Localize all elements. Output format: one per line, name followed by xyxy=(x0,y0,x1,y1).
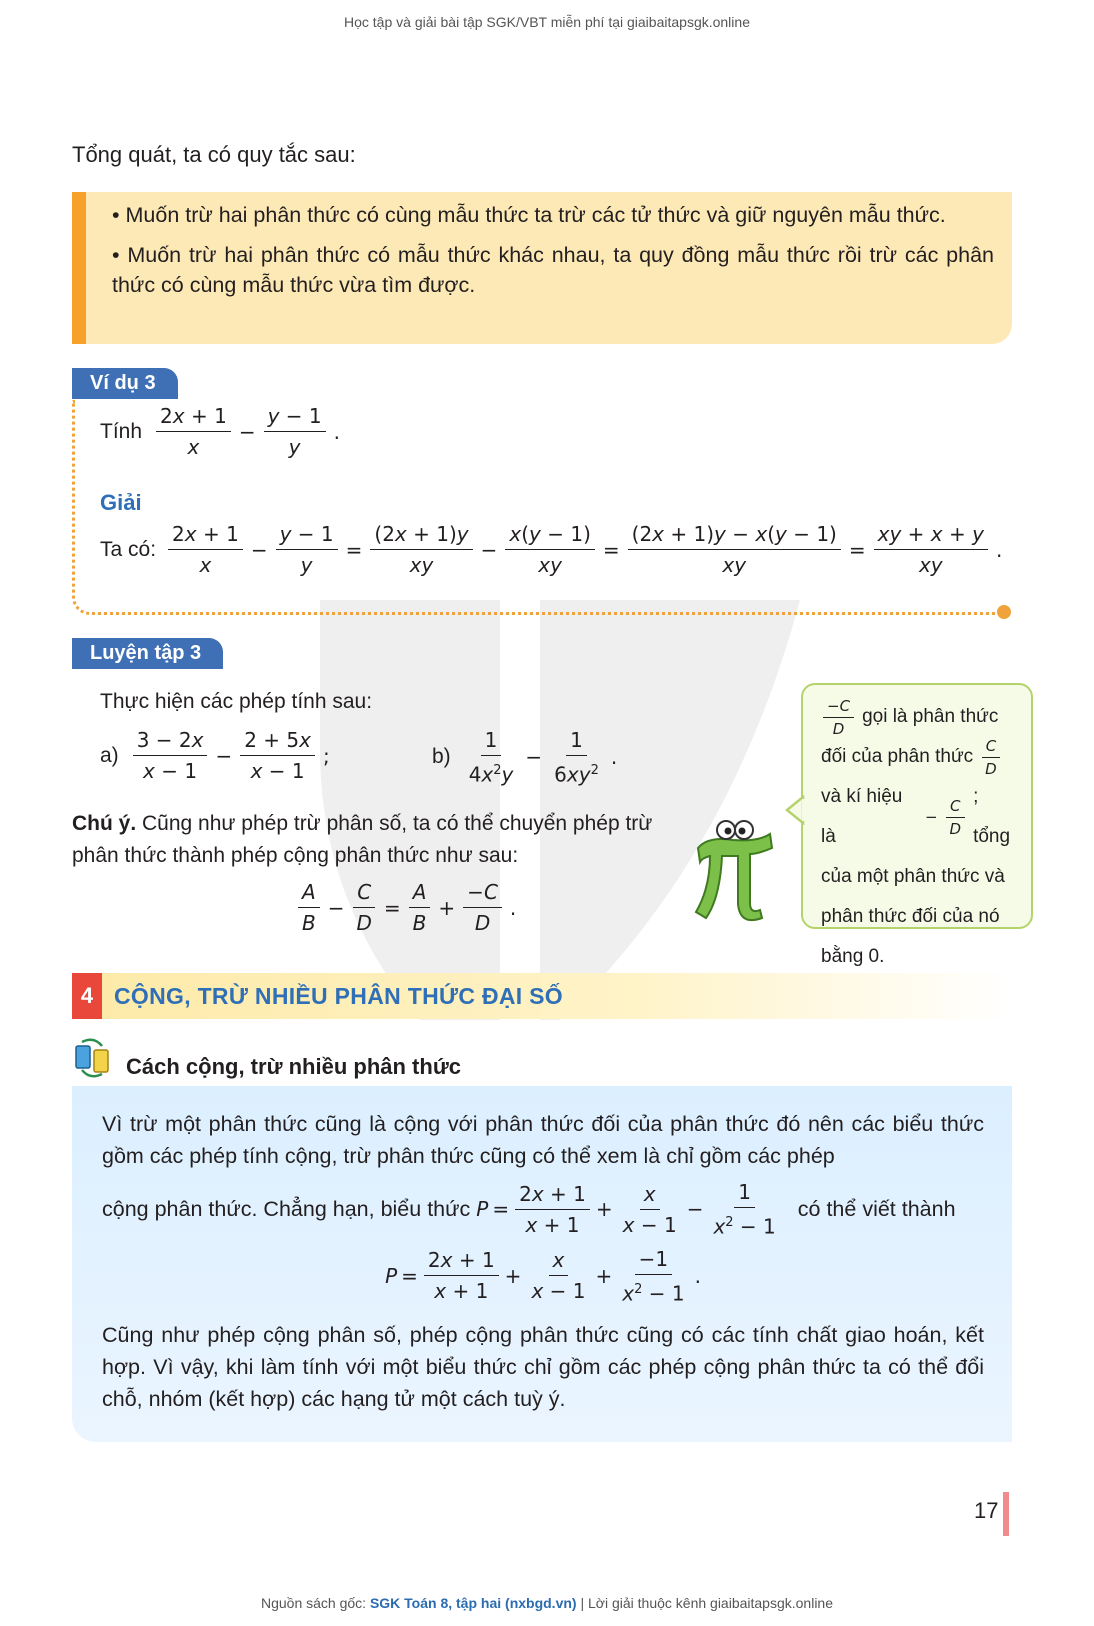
practice-a: a) $\frac{3 - 2x}{x - 1}$ − $\frac{2 + 5x}{x - 1}$ ; xyxy=(100,728,330,783)
callout-pointer xyxy=(785,795,805,825)
section-title: CỘNG, TRỪ NHIỀU PHÂN THỨC ĐẠI SỐ xyxy=(114,983,563,1009)
section-number: 4 xyxy=(72,973,102,1019)
note-title: Chú ý. xyxy=(72,812,137,835)
practice-tag: Luyện tập 3 xyxy=(72,638,223,669)
footer-note: Nguồn sách gốc: SGK Toán 8, tập hai (nxbgd.vn) | Lời giải thuộc kênh giaibaitapsgk.online xyxy=(260,1595,834,1611)
page-number-bar xyxy=(1003,1492,1009,1536)
note-block xyxy=(72,808,692,872)
howto-title: Cách cộng, trừ nhiều phân thức xyxy=(126,1054,461,1079)
intro-text: Tổng quát, ta có quy tắc sau: xyxy=(72,142,356,167)
callout-box: $\frac{-C}{D}$ gọi là phân thức đối của phân thức $\frac{C}{D}$ và kí hiệu là − $\frac{C}{D}$ ; tổng của một phân thức và phân thức đối của nó bằng 0. xyxy=(801,683,1033,929)
note-formula: $\frac{A}{B}$ − $\frac{C}{D}$ = $\frac{A}{B}$ + $\frac{-C}{D}$ . xyxy=(296,880,516,935)
example-end-dot xyxy=(997,605,1011,619)
example-tag: Ví dụ 3 xyxy=(72,368,178,399)
example-problem: Tính $\frac{2x + 1}{x}$ − $\frac{y - 1}{y}$ . xyxy=(100,404,340,459)
rule-box xyxy=(72,192,1012,344)
rule-item: • Muốn trừ hai phân thức có cùng mẫu thức ta trừ các tử thức và giữ nguyên mẫu thức. xyxy=(112,203,946,227)
pi-mascot-icon xyxy=(688,818,778,928)
example-solution: Ta có: $\frac{2x + 1}{x}$ − $\frac{y - 1}{y}$ = $\frac{(2x + 1)y}{xy}$ − $\frac{x(y - 1)}{xy}$ = $\frac{(2x + 1)y - x(y - 1)}{xy}$ = $\frac{xy + x + y}{xy}$ . xyxy=(100,522,1003,577)
howto-paragraph: Vì trừ một phân thức cũng là cộng với phân thức đối của phân thức đó nên các biểu thức gồm các phép tính cộng, trừ phân thức cũng có thể xem là chỉ gồm các phép xyxy=(102,1112,984,1168)
solution-prefix: Ta có: xyxy=(100,537,157,561)
fraction: $\frac{y - 1}{y}$ xyxy=(264,404,326,459)
fraction: $\frac{2x + 1}{x}$ xyxy=(156,404,231,459)
expression-p-rewritten: P = $\frac{2x + 1}{x + 1}$ + $\frac{x}{x - 1}$ + $\frac{-1}{x^2 - 1}$ . xyxy=(385,1246,701,1306)
rule-item: • Muốn trừ hai phân thức có mẫu thức khác nhau, ta quy đồng mẫu thức rồi trừ các phân thức có cùng mẫu thức vừa tìm được. xyxy=(112,243,994,297)
example-prompt: Tính xyxy=(100,419,143,443)
howto-paragraph: Cũng như phép cộng phân số, phép cộng phân thức cũng có các tính chất giao hoán, kết hợp. Vì vậy, khi làm tính với một biểu thức chỉ gồm các phép cộng phân thức ta có thể đổi chỗ, nhóm (kết hợp) các hạng tử một cách tuỳ ý. xyxy=(102,1323,984,1412)
expression-p: P = $\frac{2x + 1}{x + 1}$ + $\frac{x}{x - 1}$ − $\frac{1}{x^2 - 1}$ xyxy=(476,1180,776,1239)
page-number: 17 xyxy=(974,1498,999,1523)
header-note: Học tập và giải bài tập SGK/VBT miễn phí tại giaibaitapsgk.online xyxy=(344,14,750,30)
footer-source-link[interactable]: SGK Toán 8, tập hai (nxbgd.vn) xyxy=(369,1595,577,1611)
practice-b: b) $\frac{1}{4x^2y}$ − $\frac{1}{6xy^2}$ . xyxy=(432,728,618,787)
howto-box: Vì trừ một phân thức cũng là cộng với phân thức đối của phân thức đó nên các biểu thức gồm các phép tính cộng, trừ phân thức cũng có thể xem là chỉ gồm các phép cộng phân thức. Chẳng hạn, biểu thức P = $\frac{2x + 1}{x + 1}$ + $\frac{x}{x - 1}$ − $\frac{1}{x^2 - 1}$ có thể viết thành P = $\frac{2x + 1}{x + 1}$ + $\frac{x}{x - 1}$ + $\frac{-1}{x^2 - 1}$ . Cũng như phép cộng phân số, phép cộng phân thức cũng có các tính chất giao hoán, kết hợp. Vì vậy, khi làm tính với một biểu thức chỉ gồm các phép cộng phân thức ta có thể đổi chỗ, nhóm (kết hợp) các hạng tử một cách tuỳ ý. xyxy=(72,1086,1012,1442)
solution-label: Giải xyxy=(100,490,142,515)
practice-prompt: Thực hiện các phép tính sau: xyxy=(100,690,373,713)
calculator-refresh-icon xyxy=(72,1038,112,1078)
note-text: Cũng như phép trừ phân số, ta có thể chuyển phép trừ phân thức thành phép cộng phân thức như sau: xyxy=(72,812,653,867)
